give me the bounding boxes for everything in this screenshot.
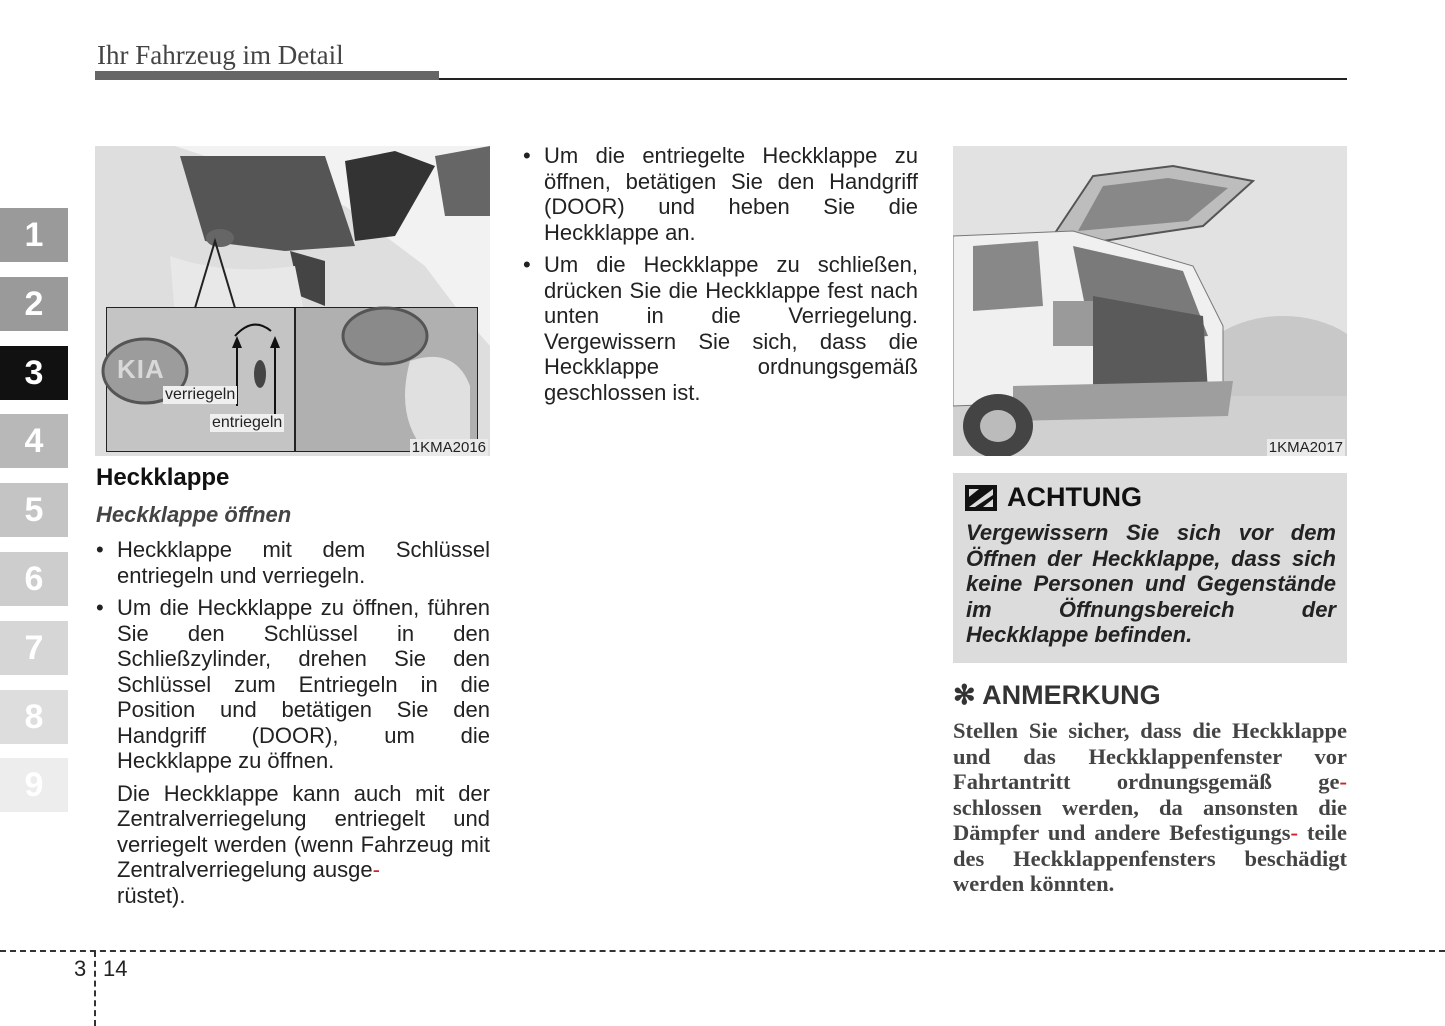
note-text-part-1: Stellen Sie sicher, dass die Heckklappe und das Heckklappenfenster vor Fahrtantritt ordnungsgemäß ge (953, 718, 1347, 794)
header-rule (439, 78, 1347, 80)
kia-logo: KIA (117, 354, 165, 384)
open-tailgate-drawing (953, 146, 1347, 456)
chapter-tab-2[interactable]: 2 (0, 277, 68, 331)
figure-code-right: 1KMA2017 (1268, 439, 1343, 456)
central-locking-paragraph (96, 781, 490, 909)
middle-bullet-1: • Um die entriegelte Heckklappe zu öffnen, betätigen Sie den Handgriff (DOOR) und heben Sie die Heckklappe an. (523, 143, 918, 245)
middle-column-text (523, 143, 918, 412)
note-hyphen-1: - (1339, 769, 1347, 794)
left-bullet-2: • Um die Heckklappe zu öffnen, führen Sie den Schlüssel in den Schließzylinder, drehen Sie den Schlüssel zum Entriegeln in die Position und betätigen Sie den Handgriff (DOOR), um die Heckklappe zu öffnen. (96, 595, 490, 774)
unlock-label: entriegeln (212, 414, 283, 431)
hyphen-mark: - (372, 857, 380, 882)
chapter-tab-1[interactable]: 1 (0, 208, 68, 262)
open-tailgate-illustration (953, 146, 1347, 456)
section-heading: Heckklappe (96, 464, 230, 491)
central-locking-text-end: rüstet). (117, 882, 186, 908)
page-header-title: Ihr Fahrzeug im Detail (97, 40, 344, 70)
warning-text: Vergewissern Sie sich vor dem Öffnen der Heckklappe, dass sich keine Personen und Gegenstände im Öffnungsbereich der Heckklappe befinden. (966, 520, 1336, 647)
chapter-tab-3[interactable]: 3 (0, 346, 68, 400)
left-column-text (96, 537, 490, 908)
chapter-tab-6[interactable]: 6 (0, 552, 68, 606)
page-number: 14 (103, 956, 128, 981)
note-title (953, 680, 1161, 711)
left-bullet-1: • Heckklappe mit dem Schlüssel entriegeln und verriegeln. (96, 537, 490, 588)
note-hyphen-2: - (1290, 820, 1298, 845)
page-chapter-number: 3 (74, 956, 87, 981)
note-title-text: ANMERKUNG (982, 680, 1161, 710)
chapter-tab-4[interactable]: 4 (0, 414, 68, 468)
tailgate-key-illustration (95, 146, 490, 456)
note-text (953, 718, 1347, 897)
figure-code-left: 1KMA2016 (411, 439, 486, 456)
section-subheading: Heckklappe öffnen (96, 502, 292, 527)
note-text-part-2: schlossen werden, da ansonsten die Dämpfer und andere Befestigungs (953, 794, 1347, 845)
chapter-tab-9[interactable]: 9 (0, 758, 68, 812)
chapter-tab-7[interactable]: 7 (0, 621, 68, 675)
footer-divider (94, 951, 96, 1026)
middle-bullet-2: • Um die Heckklappe zu schließen, drücken Sie die Heckklappe fest nach unten in die Verriegelung. Vergewissern Sie sich, dass die Heckklappe ordnungsgemäß geschlossen ist. (523, 252, 918, 405)
central-locking-text: Die Heckklappe kann auch mit der Zentralverriegelung entriegelt und verriegelt werden (wenn Fahrzeug mit Zentralverriegelung ausge (117, 780, 490, 882)
warning-box (953, 473, 1347, 663)
footer-rule (0, 950, 1445, 952)
tailgate-key-drawing (95, 146, 490, 456)
note-asterisk-icon: ✻ (953, 680, 976, 710)
note-text-part-3: teile des Heckklappenfensters beschädigt werden könnten. (953, 820, 1347, 896)
lock-label: verriegeln (165, 386, 236, 403)
warning-title-text: ACHTUNG (1007, 482, 1142, 512)
header-bar (95, 71, 439, 80)
warning-icon (965, 485, 997, 511)
warning-title (965, 482, 1142, 513)
chapter-tab-8[interactable]: 8 (0, 690, 68, 744)
chapter-tab-5[interactable]: 5 (0, 483, 68, 537)
